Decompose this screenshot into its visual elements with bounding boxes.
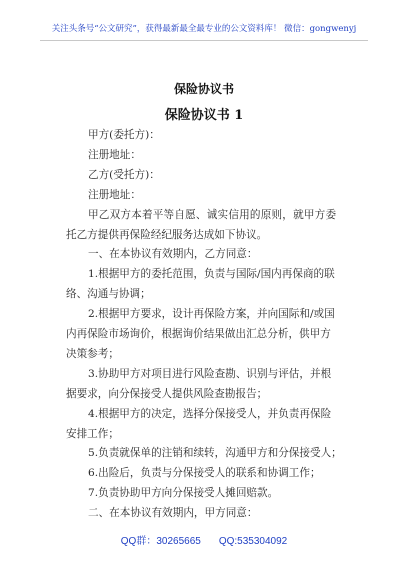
clause-1-line-2: 络、沟通与协调；: [66, 288, 151, 301]
clause-2-line-1: 2.根据甲方要求，设计再保险方案，并向国际和/或国: [88, 308, 335, 321]
footer-qq: QQ:535304092: [218, 536, 288, 547]
document-subtitle: 保险协议书 1: [164, 108, 244, 123]
footer-qq-group: QQ群：30265665: [120, 536, 201, 547]
body-line-17: 6.出险后，负责与分保接受人的联系和协调工作；: [88, 467, 321, 480]
clause-3-line-2: 据要求，向分保接受人提供风险查勘报告；: [66, 387, 268, 400]
clause-2-line-3: 决策参考；: [66, 347, 119, 360]
section-1-heading: 一、在本协议有效期内，乙方同意：: [88, 248, 258, 261]
clause-4-line-2: 安排工作；: [66, 427, 119, 440]
clause-5-line: 5.负责就保单的注销和续转，沟通甲方和分保接受人；: [88, 447, 342, 460]
document-title: 保险协议书: [173, 82, 234, 96]
party-a-label: 甲方(委托方)：: [88, 129, 160, 141]
clause-2-line-2: 内再保险市场询价，根据询价结果做出汇总分析，供甲方: [66, 328, 331, 340]
preamble-line-1: 甲乙双方本着平等自愿、诚实信用的原则，就甲方委: [88, 208, 337, 221]
header-divider: [40, 40, 368, 41]
body-line-18: 7.负责协助甲方向分保接受人摊回赔款。: [88, 487, 279, 500]
footer-contact: [0, 532, 408, 547]
clause-1-line-1: 1.根据甲方的委托范围，负责与国际/国内再保商的联: [88, 268, 335, 281]
header-note: 关注头条号“公文研究”，获得最新最全最专业的公文资料库！ 微信：gongwenyj: [51, 24, 357, 34]
party-b-address: 注册地址：: [88, 188, 141, 201]
body-line-19: 二、在本协议有效期内，甲方同意：: [88, 507, 258, 520]
clause-4-line-1: 4.根据甲方的决定，选择分保接受人，并负责再保险: [88, 407, 332, 420]
party-b-label: 乙方(受托方)：: [88, 168, 160, 181]
party-a-address: 注册地址：: [88, 148, 141, 161]
clause-3-line-1: 3.协助甲方对项目进行风险查勘、识别与评估，并根: [88, 367, 332, 380]
preamble-line-2: 托乙方提供再保险经纪服务达成如下协议。: [66, 228, 268, 241]
